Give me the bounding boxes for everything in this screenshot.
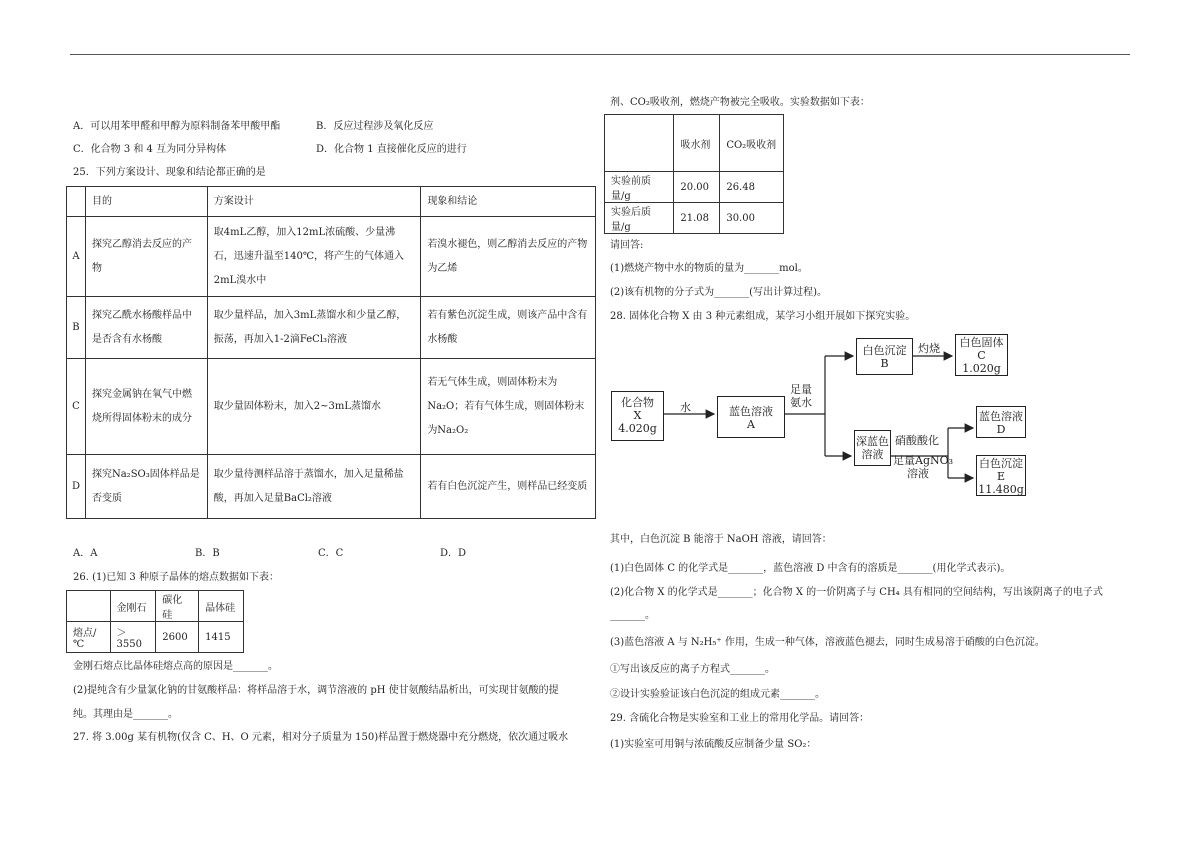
q28-part2: (2)化合物 X 的化学式是_______；化合物 X 的一价阴离子与 CH₄ 具有相同的空间结构，写出该阴离子的电子式 xyxy=(610,587,1103,598)
q28-box-b xyxy=(856,338,913,375)
q27-row-label: 实验前质量/g xyxy=(605,172,674,203)
q29-part1: (1)实验室可用铜与浓硫酸反应制备少量 SO₂： xyxy=(610,739,817,750)
q27-value: 20.00 xyxy=(674,172,720,203)
q28-box-a-l2: A xyxy=(747,418,755,431)
q25-row-label: C xyxy=(67,359,86,455)
q29-stem: 29. 含硫化合物是实验室和工业上的常用化学品。请回答： xyxy=(610,713,870,724)
q28-box-x-l1: 化合物 xyxy=(621,396,654,409)
q27-header-water: 吸水剂 xyxy=(674,115,720,172)
q28-label-water: 水 xyxy=(680,401,691,414)
q28-part3: (3)蓝色溶液 A 与 N₂H₅⁺ 作用，生成一种气体，溶液蓝色褪去，同时生成易溶于硝酸的白色沉淀。 xyxy=(610,637,1045,648)
q26-line1: 金刚石熔点比晶体硅熔点高的原因是_______。 xyxy=(73,661,278,672)
q28-box-e-l1: 白色沉淀 xyxy=(979,457,1023,470)
q27-part2: (2)该有机物的分子式为_______(写出计算过程)。 xyxy=(610,287,827,298)
q24-option-a: A．可以用苯甲醛和甲醇为原料制备苯甲酸甲酯 xyxy=(73,121,281,132)
q25-row-result: 若有白色沉淀产生，则样品已经变质 xyxy=(421,455,596,519)
q26-header-sic: 碳化硅 xyxy=(156,591,199,622)
q28-box-d xyxy=(976,406,1026,438)
q27-value: 21.08 xyxy=(674,203,720,234)
q28-box-d-l1: 蓝色溶液 xyxy=(979,410,1023,423)
q28-label-acid-1: 硝酸酸化 xyxy=(895,434,939,447)
q27-value: 30.00 xyxy=(720,203,784,234)
q28-box-deep-blue xyxy=(854,430,891,466)
q27-ask: 请回答: xyxy=(610,240,644,251)
q28-stem: 28. 固体化合物 X 由 3 种元素组成，某学习小组开展如下探究实验。 xyxy=(610,311,916,322)
q28-box-c-l2: C xyxy=(977,349,986,362)
q25-row-label: B xyxy=(67,297,86,359)
q27-part1: (1)燃烧产物中水的物质的量为_______mol。 xyxy=(610,263,808,274)
q25-row-result: 若有紫色沉淀生成，则该产品中含有水杨酸 xyxy=(421,297,596,359)
q28-label-ammonia-1: 足量 xyxy=(790,383,812,396)
q28-box-c-l3: 1.020g xyxy=(962,362,1001,375)
q25-row-result: 若无气体生成，则固体粉末为Na₂O；若有气体生成，则固体粉末为Na₂O₂ xyxy=(421,359,596,455)
q27-stem: 27. 将 3.00g 某有机物(仅含 C、H、O 元素，相对分子质量为 150)样品置于燃烧器中充分燃烧，依次通过吸水 xyxy=(73,732,569,743)
q28-label-acid-2: 足量AgNO₃ xyxy=(893,454,954,467)
q28-box-a-l1: 蓝色溶液 xyxy=(729,405,773,418)
q25-option-c: C．C xyxy=(318,548,344,559)
q28-part3b: ②设计实验验证该白色沉淀的组成元素_______。 xyxy=(610,689,825,700)
q25-row-purpose: 探究金属钠在氧气中燃烧所得固体粉末的成分 xyxy=(85,359,207,455)
q26-value-si: 1415 xyxy=(199,622,244,653)
q25-option-b: B．B xyxy=(195,548,220,559)
q26-value-diamond: ＞3550 xyxy=(110,622,156,653)
q25-row-label: A xyxy=(67,217,86,297)
q24-option-b: B．反应过程涉及氧化反应 xyxy=(316,121,434,132)
q25-row-purpose: 探究Na₂SO₃固体样品是否变质 xyxy=(85,455,207,519)
q27-row-label: 实验后质量/g xyxy=(605,203,674,234)
q28-part1: (1)白色固体 C 的化学式是_______，蓝色溶液 D 中含有的溶质是_______(用化学式表示)。 xyxy=(610,563,1011,574)
q27-cont: 剂、CO₂吸收剂，燃烧产物被完全吸收。实验数据如下表： xyxy=(610,97,870,108)
q28-part2b: _______。 xyxy=(610,610,655,621)
q28-box-c xyxy=(955,334,1008,376)
q25-header-design: 方案设计 xyxy=(207,187,421,217)
q28-box-x-l3: 4.020g xyxy=(618,422,657,435)
q25-option-a: A．A xyxy=(73,548,98,559)
q24-option-c: C．化合物 3 和 4 互为同分异构体 xyxy=(73,144,227,155)
q25-row-label: D xyxy=(67,455,86,519)
q24-option-d: D．化合物 1 直接催化反应的进行 xyxy=(316,144,467,155)
q28-box-b-l2: B xyxy=(880,357,889,370)
q28-box-a xyxy=(717,396,785,438)
q25-row-purpose: 探究乙醇消去反应的产物 xyxy=(85,217,207,297)
q28-box-e-l2: E xyxy=(996,470,1006,483)
q28-box-deep-l2: 溶液 xyxy=(861,448,884,461)
q25-row-design: 取少量固体粉末，加入2~3mL蒸馏水 xyxy=(207,359,421,455)
q26-stem: 26. (1)已知 3 种原子晶体的熔点数据如下表： xyxy=(73,572,279,583)
q28-box-x-l2: X xyxy=(633,409,642,422)
q25-option-d: D．D xyxy=(440,548,467,559)
q28-box-c-l1: 白色固体 xyxy=(959,336,1004,349)
q28-note: 其中，白色沉淀 B 能溶于 NaOH 溶液，请回答： xyxy=(610,534,832,545)
q27-header-co2: CO₂吸收剂 xyxy=(720,115,784,172)
q27-value: 26.48 xyxy=(720,172,784,203)
q26-header-si: 晶体硅 xyxy=(199,591,244,622)
q28-label-ammonia-2: 氨水 xyxy=(790,396,812,409)
q28-box-e-l3: 11.480g xyxy=(978,483,1024,496)
q28-part3a: ①写出该反应的离子方程式_______。 xyxy=(610,664,775,675)
q28-box-b-l1: 白色沉淀 xyxy=(862,344,907,357)
q25-row-design: 取少量样品，加入3mL蒸馏水和少量乙醇，振荡，再加入1-2滴FeCl₃溶液 xyxy=(207,297,421,359)
q26-row-label: 熔点/℃ xyxy=(67,622,111,653)
q25-row-purpose: 探究乙酰水杨酸样品中是否含有水杨酸 xyxy=(85,297,207,359)
q28-box-e xyxy=(976,455,1026,496)
q26-part2b: 纯。其理由是_______。 xyxy=(73,709,178,720)
q26-header-diamond: 金刚石 xyxy=(110,591,156,622)
q28-box-x xyxy=(611,391,664,441)
q28-label-burn: 灼烧 xyxy=(918,342,940,355)
q26-part2: (2)提纯含有少量氯化钠的甘氨酸样品：将样品溶于水，调节溶液的 pH 使甘氨酸结晶析出，可实现甘氨酸的提 xyxy=(73,685,559,696)
q28-box-deep-l1: 深蓝色 xyxy=(856,435,889,448)
q25-header-result: 现象和结论 xyxy=(421,187,596,217)
q28-label-acid-3: 溶液 xyxy=(907,467,929,480)
q25-row-design: 取4mL乙醇，加入12mL浓硫酸、少量沸石，迅速升温至140℃，将产生的气体通入2mL溴水中 xyxy=(207,217,421,297)
q25-row-result: 若溴水褪色，则乙醇消去反应的产物为乙烯 xyxy=(421,217,596,297)
q25-stem: 25．下列方案设计、现象和结论都正确的是 xyxy=(73,167,266,178)
q25-row-design: 取少量待测样品溶于蒸馏水，加入足量稀盐酸，再加入足量BaCl₂溶液 xyxy=(207,455,421,519)
q26-value-sic: 2600 xyxy=(156,622,199,653)
q25-header-purpose: 目的 xyxy=(85,187,207,217)
q28-box-d-l2: D xyxy=(996,423,1006,436)
